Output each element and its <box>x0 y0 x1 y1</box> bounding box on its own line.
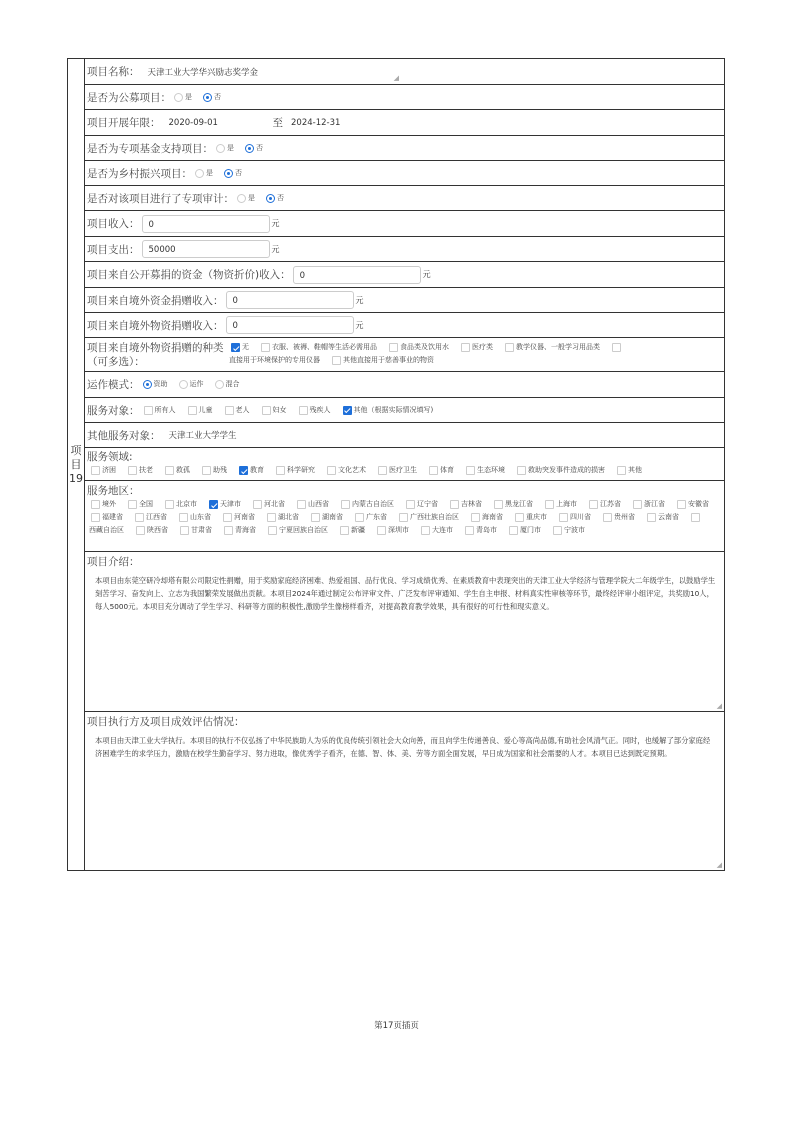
row-audit <box>84 186 724 211</box>
option-label: 浙江省 <box>644 500 665 508</box>
label: 项目介绍： <box>87 556 140 568</box>
option-label: 重庆市 <box>526 513 547 521</box>
option-label: 衣服、被褥、鞋帽等生活必需用品 <box>272 343 377 351</box>
row-special-fund <box>84 136 724 161</box>
checkbox-regions[interactable] <box>603 513 612 522</box>
row-mode <box>84 372 724 398</box>
label: 项目来自境外资金捐赠收入： <box>87 294 224 307</box>
start-date-input[interactable]: 2020-09-01 <box>168 117 218 128</box>
resize-grip-icon[interactable]: ◢ <box>393 74 399 82</box>
row-intro <box>84 552 724 712</box>
option-label: 甘肃省 <box>191 526 212 534</box>
checkbox-fields[interactable] <box>617 466 626 475</box>
checkbox-goods_kinds[interactable] <box>231 343 240 352</box>
option-label: 资助 <box>153 380 168 388</box>
unit: 元 <box>355 320 364 330</box>
checkbox-regions[interactable] <box>355 513 364 522</box>
checkbox-regions[interactable] <box>128 500 137 509</box>
row-public <box>84 85 724 110</box>
checkbox-fields[interactable] <box>91 466 100 475</box>
option-label: 河北省 <box>264 500 285 508</box>
checkbox-regions[interactable] <box>297 500 306 509</box>
project-number-cell <box>68 59 85 870</box>
option-label: 江西省 <box>146 513 167 521</box>
option-label: 食品类及饮用水 <box>400 343 449 351</box>
checkbox-target[interactable] <box>343 406 352 415</box>
option-label: 济困 <box>102 466 116 474</box>
regions-options <box>87 498 723 537</box>
page-footer: 第17页插页 <box>374 1021 419 1031</box>
foreign-goods-input[interactable]: 0 <box>226 316 354 334</box>
option-label: 厦门市 <box>520 526 541 534</box>
checkbox-regions[interactable] <box>180 526 189 535</box>
execution-textarea[interactable]: 本项目由天津工业大学执行。本项目的执行不仅弘扬了中华民族助人为乐的优良传统引领社会大众向善，而且向学生传递善良、爱心等高尚品德,有助社会风清气正。同时，也缓解了部分家庭经济困难学生的求学压力，激励在校学生勤奋学习、努力进取，像优秀学子看齐，在德、智、体、美、劳等方面全面发展，早日成为国家和社会需要的人才。本项目已达到既定预期。 <box>95 736 711 758</box>
radio-mode[interactable] <box>143 380 152 389</box>
option-label: 山东省 <box>190 513 211 521</box>
row-other-target <box>84 423 724 448</box>
checkbox-regions[interactable] <box>647 513 656 522</box>
option-label: 无 <box>242 343 249 351</box>
label: 项目名称： <box>87 66 140 78</box>
label: 是否为公募项目： <box>87 91 171 104</box>
option-label: 黑龙江省 <box>505 500 533 508</box>
checkbox-fields[interactable] <box>327 466 336 475</box>
option-label: 其他 <box>628 466 642 474</box>
checkbox-regions[interactable] <box>268 526 277 535</box>
option-label: 大连市 <box>432 526 453 534</box>
option-label: 海南省 <box>482 513 503 521</box>
label: 项目开展年限： <box>87 117 161 129</box>
checkbox-fields[interactable] <box>466 466 475 475</box>
radio-mode[interactable] <box>215 380 224 389</box>
option-label: 医疗卫生 <box>389 466 417 474</box>
option-label: 云南省 <box>658 513 679 521</box>
checkbox-regions[interactable] <box>399 513 408 522</box>
row-target <box>84 398 724 423</box>
checkbox-target[interactable] <box>225 406 234 415</box>
checkbox-regions[interactable] <box>311 513 320 522</box>
label: 项目收入： <box>87 218 140 230</box>
option-label: 福建省 <box>102 513 123 521</box>
checkbox-fields[interactable] <box>202 466 211 475</box>
checkbox-regions[interactable] <box>406 500 415 509</box>
label: 服务领域: <box>87 451 133 463</box>
row-income <box>84 211 724 237</box>
resize-grip-icon[interactable]: ◢ <box>716 702 722 710</box>
option-label: 其他（根据实际情况填写) <box>353 405 434 414</box>
radio-yes[interactable] <box>237 194 246 203</box>
checkbox-goods_kinds[interactable] <box>261 343 270 352</box>
option-label: 贵州省 <box>614 513 635 521</box>
checkbox-target[interactable] <box>299 406 308 415</box>
public-raise-input[interactable]: 0 <box>293 266 421 284</box>
checkbox-fields[interactable] <box>165 466 174 475</box>
option-label: 西藏自治区 <box>89 526 124 534</box>
label: 运作模式： <box>87 379 140 391</box>
expense-input[interactable]: 50000 <box>142 240 270 258</box>
label: 服务地区： <box>87 485 140 497</box>
checkbox-regions[interactable] <box>450 500 459 509</box>
radio-no[interactable] <box>266 194 275 203</box>
option-label: 救孤 <box>176 466 190 474</box>
checkbox-fields[interactable] <box>128 466 137 475</box>
option-label: 上海市 <box>556 500 577 508</box>
option-label: 广西壮族自治区 <box>410 513 459 521</box>
checkbox-regions[interactable] <box>559 513 568 522</box>
goods-kinds-options <box>227 341 667 367</box>
option-label: 新疆 <box>351 526 365 534</box>
option-label: 湖北省 <box>278 513 299 521</box>
label: （可多选）： <box>87 356 145 368</box>
checkbox-regions[interactable] <box>589 500 598 509</box>
row-goods-kinds <box>84 338 724 372</box>
checkbox-goods_kinds[interactable] <box>389 343 398 352</box>
radio-no[interactable] <box>203 93 212 102</box>
option-label: 妇女 <box>272 405 287 414</box>
label: 否 <box>235 169 242 177</box>
label: 项目来自境外物资捐赠的种类 <box>87 342 224 354</box>
checkbox-regions[interactable] <box>223 513 232 522</box>
option-label: 辽宁省 <box>417 500 438 508</box>
option-label: 儿童 <box>198 405 213 414</box>
radio-no[interactable] <box>224 169 233 178</box>
label: 是否为乡村振兴项目： <box>87 167 192 180</box>
option-label: 残疾人 <box>309 405 331 414</box>
row-expense <box>84 237 724 262</box>
radio-yes[interactable] <box>174 93 183 102</box>
label: 项目来自境外物资捐赠收入： <box>87 319 224 332</box>
option-label: 文化艺术 <box>338 466 366 474</box>
project-number: 项目19 <box>69 444 83 485</box>
radio-mode[interactable] <box>179 380 188 389</box>
label: 项目来自公开募捐的资金（物资折价)收入： <box>87 269 291 281</box>
row-public-raise <box>84 262 724 288</box>
resize-grip-icon[interactable]: ◢ <box>716 861 722 869</box>
fields-options <box>87 464 650 477</box>
option-label: 河南省 <box>234 513 255 521</box>
checkbox-regions[interactable] <box>677 500 686 509</box>
option-label: 境外 <box>102 500 116 508</box>
option-label: 青岛市 <box>476 526 497 534</box>
label: 是 <box>206 169 213 177</box>
label: 否 <box>214 93 221 101</box>
checkbox-regions[interactable] <box>253 500 262 509</box>
checkbox-regions[interactable] <box>91 513 100 522</box>
label: 是 <box>227 144 234 152</box>
mode-options <box>140 378 248 391</box>
project-form-table <box>67 58 725 871</box>
row-execution <box>84 712 724 870</box>
checkbox-regions[interactable] <box>209 500 218 509</box>
checkbox-regions[interactable] <box>179 513 188 522</box>
option-label: 直接用于环境保护的专用仪器 <box>229 356 320 364</box>
option-label: 其他直接用于慈善事业的物资 <box>343 356 434 364</box>
option-label: 救助突发事件造成的损害 <box>528 466 605 474</box>
label: 服务对象： <box>87 404 140 417</box>
label: 是否为专项基金支持项目： <box>87 142 213 155</box>
label: 是 <box>248 194 255 202</box>
label: 至 <box>272 117 283 129</box>
option-label: 宁波市 <box>564 526 585 534</box>
project-name-input[interactable]: 天津工业大学华兴励志奖学金 <box>147 67 259 78</box>
option-label: 体育 <box>440 466 454 474</box>
checkbox-regions[interactable] <box>545 500 554 509</box>
row-fields <box>84 448 724 481</box>
option-label: 医疗类 <box>472 343 493 351</box>
checkbox-regions[interactable] <box>224 526 233 535</box>
option-label: 安徽省 <box>688 500 709 508</box>
checkbox-fields[interactable] <box>276 466 285 475</box>
checkbox-target[interactable] <box>188 406 197 415</box>
target-options <box>140 404 442 417</box>
checkbox-regions[interactable] <box>91 500 100 509</box>
checkbox-regions[interactable] <box>553 526 562 535</box>
label: 项目执行方及项目成效评估情况： <box>87 716 245 728</box>
checkbox-fields[interactable] <box>429 466 438 475</box>
checkbox-regions[interactable] <box>691 513 700 522</box>
unit: 元 <box>271 219 280 228</box>
checkbox-regions[interactable] <box>377 526 386 535</box>
radio-yes[interactable] <box>195 169 204 178</box>
option-label: 四川省 <box>570 513 591 521</box>
checkbox-goods_kinds[interactable] <box>505 343 514 352</box>
option-label: 北京市 <box>176 500 197 508</box>
checkbox-goods_kinds[interactable] <box>612 343 621 352</box>
option-label: 教学仪器、一般学习用品类 <box>516 343 600 351</box>
option-label: 江苏省 <box>600 500 621 508</box>
checkbox-fields[interactable] <box>239 466 248 475</box>
checkbox-fields[interactable] <box>517 466 526 475</box>
checkbox-regions[interactable] <box>465 526 474 535</box>
other-target-input[interactable]: 天津工业大学学生 <box>168 431 237 441</box>
option-label: 全国 <box>139 500 153 508</box>
option-label: 山西省 <box>308 500 329 508</box>
checkbox-regions[interactable] <box>165 500 174 509</box>
row-project-name <box>84 59 724 85</box>
option-label: 教育 <box>250 466 264 474</box>
foreign-funds-input[interactable]: 0 <box>226 291 354 309</box>
checkbox-regions[interactable] <box>136 526 145 535</box>
row-foreign-goods <box>84 313 724 338</box>
checkbox-regions[interactable] <box>135 513 144 522</box>
checkbox-regions[interactable] <box>341 500 350 509</box>
checkbox-regions[interactable] <box>471 513 480 522</box>
option-label: 陕西省 <box>147 526 168 534</box>
row-rural <box>84 161 724 186</box>
option-label: 生态环境 <box>477 466 505 474</box>
row-period <box>84 110 724 136</box>
checkbox-regions[interactable] <box>340 526 349 535</box>
checkbox-regions[interactable] <box>633 500 642 509</box>
checkbox-regions[interactable] <box>494 500 503 509</box>
label: 项目支出： <box>87 243 140 256</box>
checkbox-regions[interactable] <box>515 513 524 522</box>
checkbox-fields[interactable] <box>378 466 387 475</box>
unit: 元 <box>422 270 431 279</box>
radio-yes[interactable] <box>216 144 225 153</box>
option-label: 扶老 <box>139 466 153 474</box>
label: 其他服务对象： <box>87 429 161 442</box>
option-label: 宁夏回族自治区 <box>279 526 328 534</box>
option-label: 科学研究 <box>287 466 315 474</box>
option-label: 深圳市 <box>388 526 409 534</box>
checkbox-goods_kinds[interactable] <box>461 343 470 352</box>
option-label: 湖南省 <box>322 513 343 521</box>
income-input[interactable]: 0 <box>142 215 270 233</box>
option-label: 青海省 <box>235 526 256 534</box>
checkbox-goods_kinds[interactable] <box>332 356 341 365</box>
end-date-input[interactable]: 2024-12-31 <box>291 117 341 128</box>
option-label: 内蒙古自治区 <box>352 500 394 508</box>
label: 是否对该项目进行了专项审计： <box>87 192 234 205</box>
intro-textarea[interactable]: 本项目由东莞空研冷却塔有限公司限定性捐赠，用于奖励家庭经济困难、热爱祖国、品行优良、学习成绩优秀、在素质教育中表现突出的天津工业大学经济与管理学院大二年级学生，以鼓励学生刻苦学习、奋发向上、立志为我国繁荣发展做出贡献。本项目2024年通过制定公布评审文件、广泛发布评审通知、学生自主申报、材料真实性审核等环节，最终经评审小组评定，共奖励10人，每人5000元。本项目充分调动了学生学习、科研等方面的积极性,激励学生像榜样看齐，对提高教育教学效果，具有很好的可行性和现实意义。 <box>95 576 716 611</box>
label: 否 <box>256 144 263 152</box>
option-label: 所有人 <box>154 405 176 414</box>
checkbox-target[interactable] <box>262 406 271 415</box>
option-label: 广东省 <box>366 513 387 521</box>
checkbox-regions[interactable] <box>421 526 430 535</box>
label: 是 <box>185 93 192 101</box>
row-foreign-funds <box>84 288 724 313</box>
radio-no[interactable] <box>245 144 254 153</box>
option-label: 天津市 <box>220 500 241 508</box>
option-label: 助残 <box>213 466 227 474</box>
label: 否 <box>277 194 284 202</box>
checkbox-target[interactable] <box>144 406 153 415</box>
option-label: 老人 <box>235 405 250 414</box>
row-regions <box>84 481 724 552</box>
option-label: 运作 <box>189 380 204 388</box>
unit: 元 <box>355 295 364 305</box>
option-label: 吉林省 <box>461 500 482 508</box>
checkbox-regions[interactable] <box>509 526 518 535</box>
option-label: 混合 <box>225 380 240 388</box>
unit: 元 <box>271 244 280 254</box>
checkbox-regions[interactable] <box>267 513 276 522</box>
